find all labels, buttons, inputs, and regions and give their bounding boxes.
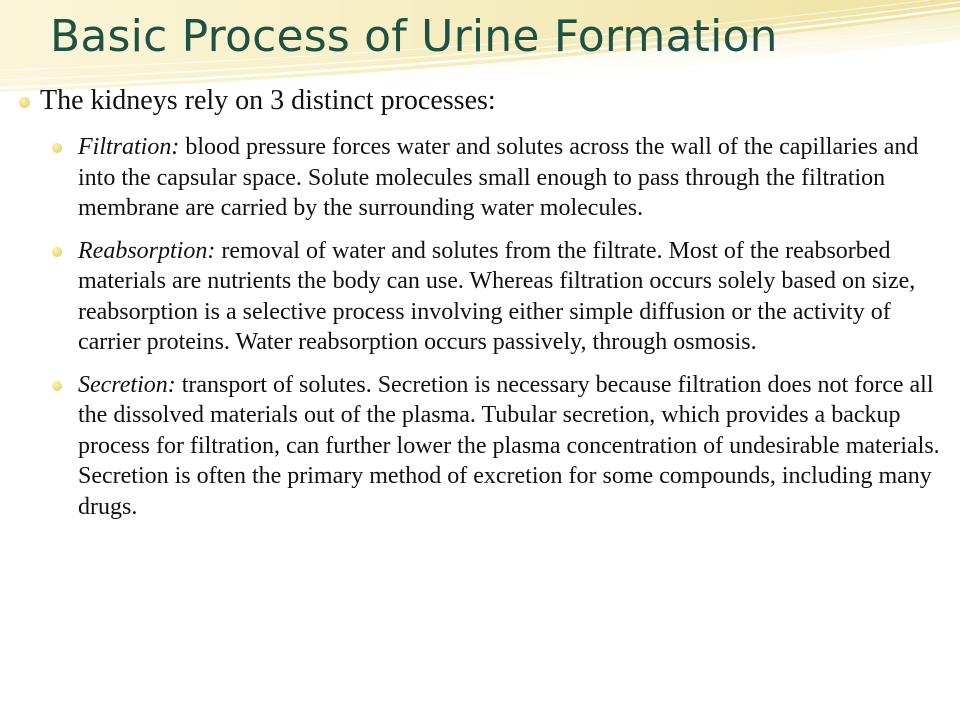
intro-text: The kidneys rely on 3 distinct processes: [40,85,496,116]
description-secretion: transport of solutes. Secretion is necessary because filtration does not force all the dissolved materials out of the plasma. Tubular secretion, which provides a backup process for filtration, can further lower the plasma concentration of undesirable materials. Secretion is often the primary method of excretion for some compounds, including many drugs. [78,371,940,520]
bullet-dot-icon [52,143,62,153]
slide-title: Basic Process of Urine Formation [50,11,778,62]
list-item-filtration [0,132,960,224]
term-secretion: Secretion: [78,371,176,398]
intro-bullet [0,82,960,120]
bullet-dot-icon [19,97,30,108]
bullet-dot-icon [52,247,62,257]
process-list [0,132,960,522]
list-item-secretion [0,370,960,523]
bullet-dot-icon [52,381,62,391]
description-filtration: blood pressure forces water and solutes across the wall of the capillaries and into the capsular space. Solute molecules small enough to pass through the filtration membrane are carried by the surrounding water molecules. [78,134,919,221]
term-filtration: Filtration: [78,134,180,160]
term-reabsorption: Reabsorption: [78,237,216,264]
description-reabsorption: removal of water and solutes from the filtrate. Most of the reabsorbed materials are nutrients the body can use. Whereas filtration occurs solely based on size, reabsorption is a selective process involving either simple diffusion or the activity of carrier proteins. Water reabsorption occurs passively, through osmosis. [78,237,916,355]
slide-content [0,82,960,522]
list-item-reabsorption [0,236,960,358]
